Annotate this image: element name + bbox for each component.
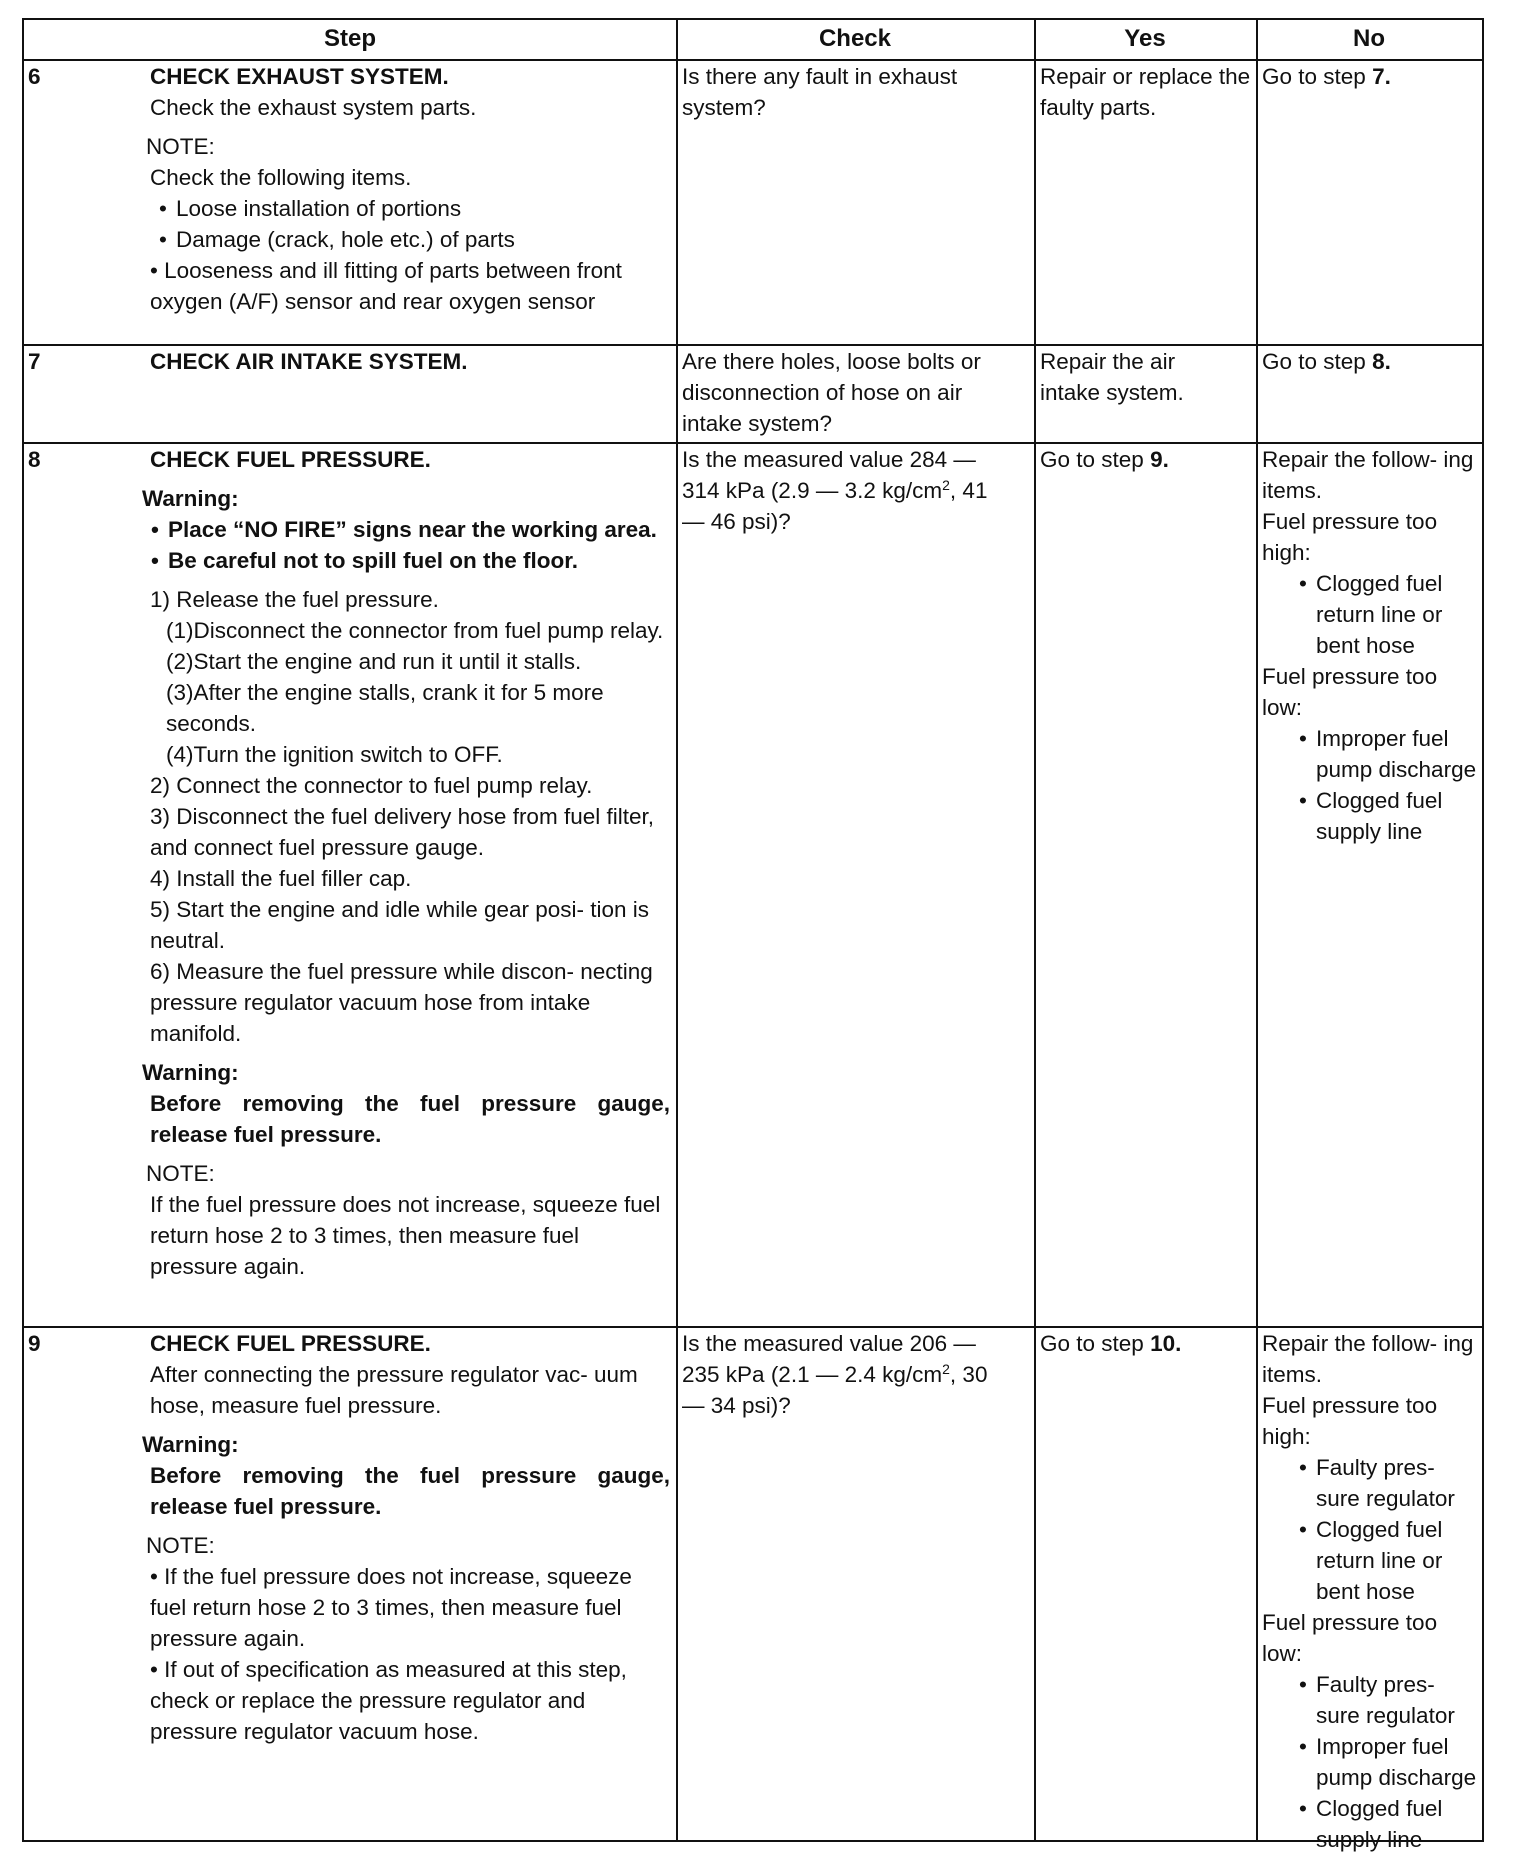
cause-item: • Clogged fuel supply line xyxy=(1262,785,1478,847)
yes-cell: Go to step 10. xyxy=(1040,1331,1182,1356)
procedure-step: 4) Install the fuel filler cap. xyxy=(150,866,412,891)
check-cell: Is the measured value 284 — 314 kPa (2.9 — 3.2 $kg/cm^2$, 41 — 46 psi)? xyxy=(682,447,988,534)
cause-item: • Clogged fuel return line or bent hose xyxy=(1262,568,1478,661)
no-cell: Repair the follow- ing items. Fuel pressure too high: • Faulty pres- sure regulator • Clogged fuel return line or bent hose Fuel pressure too low: • Faulty pres- sure regulator • Improper fuel pump discharge • Clogged fuel supply line xyxy=(1262,1328,1478,1855)
no-cell: Go to step 8. xyxy=(1262,349,1391,374)
note-item: • If the fuel pressure does not increase, squeeze fuel return hose 2 to 3 times, then measure fuel pressure again. xyxy=(150,1564,632,1651)
note-item: • Loose installation of portions xyxy=(150,193,670,224)
step-9-instructions xyxy=(142,1328,670,1747)
step-title: CHECK FUEL PRESSURE. xyxy=(150,447,431,472)
note-text: Check the following items. xyxy=(150,165,412,190)
step-title: CHECK FUEL PRESSURE. xyxy=(150,1331,431,1356)
procedure-substep: (2)Start the engine and run it until it stalls. xyxy=(166,649,582,674)
check-cell: Are there holes, loose bolts or disconnection of hose on air intake system? xyxy=(682,349,981,436)
step-title: CHECK AIR INTAKE SYSTEM. xyxy=(150,349,468,374)
step-intro: Check the exhaust system parts. xyxy=(150,95,477,120)
troubleshooting-table xyxy=(22,18,1484,1852)
procedure-substep: (1)Disconnect the connector from fuel pump relay. xyxy=(166,618,664,643)
column-divider xyxy=(676,20,678,1840)
procedure-step: 6) Measure the fuel pressure while discon- necting pressure regulator vacuum hose from intake manifold. xyxy=(150,959,653,1046)
header-step: Step xyxy=(323,25,376,52)
warning-label: Warning: xyxy=(142,486,239,511)
no-cell: Go to step 7. xyxy=(1262,64,1391,89)
cause-item: • Improper fuel pump discharge xyxy=(1262,723,1478,785)
procedure-step: 1) Release the fuel pressure. xyxy=(150,587,439,612)
cause-item: • Faulty pres- sure regulator xyxy=(1262,1452,1478,1514)
procedure-substep: (3)After the engine stalls, crank it for 5 more seconds. xyxy=(166,680,604,736)
note-label: NOTE: xyxy=(146,134,215,159)
step-8-instructions xyxy=(142,444,670,1282)
procedure-substep: (4)Turn the ignition switch to OFF. xyxy=(166,742,503,767)
step-number: 8 xyxy=(28,447,41,472)
header-yes: Yes xyxy=(1124,25,1166,52)
cause-item: • Clogged fuel return line or bent hose xyxy=(1262,1514,1478,1607)
cause-item: • Improper fuel pump discharge xyxy=(1262,1731,1478,1793)
procedure-step: 5) Start the engine and idle while gear posi- tion is neutral. xyxy=(150,897,650,953)
warning-text: Before removing the fuel pressure gauge, release fuel pressure. xyxy=(150,1091,670,1147)
step-6-instructions xyxy=(146,61,670,317)
warning-label: Warning: xyxy=(142,1432,239,1457)
note-item: • Damage (crack, hole etc.) of parts xyxy=(150,224,670,255)
yes-cell: Go to step 9. xyxy=(1040,447,1169,472)
step-number: 6 xyxy=(28,64,41,89)
step-number: 9 xyxy=(28,1331,41,1356)
step-intro: After connecting the pressure regulator vac- uum hose, measure fuel pressure. xyxy=(150,1362,638,1418)
note-item: • Looseness and ill fitting of parts between front oxygen (A/F) sensor and rear oxygen sensor xyxy=(150,258,622,314)
procedure-step: 3) Disconnect the fuel delivery hose from fuel filter, and connect fuel pressure gauge. xyxy=(150,804,654,860)
warning-item: • Be careful not to spill fuel on the floor. xyxy=(142,545,670,576)
note-item: • If out of specification as measured at this step, check or replace the pressure regulator and pressure regulator vacuum hose. xyxy=(150,1657,627,1744)
warning-text: Before removing the fuel pressure gauge, release fuel pressure. xyxy=(150,1463,670,1519)
note-label: NOTE: xyxy=(146,1161,215,1186)
column-divider xyxy=(1034,20,1036,1840)
note-label: NOTE: xyxy=(146,1533,215,1558)
yes-cell: Repair the air intake system. xyxy=(1040,349,1184,405)
yes-cell: Repair or replace the faulty parts. xyxy=(1040,64,1251,120)
step-number: 7 xyxy=(28,349,41,374)
cause-item: • Clogged fuel supply line xyxy=(1262,1793,1478,1855)
header-no: No xyxy=(1353,25,1385,52)
warning-item: • Place “NO FIRE” signs near the working area. xyxy=(142,514,670,545)
step-title: CHECK EXHAUST SYSTEM. xyxy=(150,64,449,89)
no-cell: Repair the follow- ing items. Fuel pressure too high: • Clogged fuel return line or bent hose Fuel pressure too low: • Improper fuel pump discharge • Clogged fuel supply line xyxy=(1262,444,1478,847)
column-divider xyxy=(1256,20,1258,1840)
check-cell: Is the measured value 206 — 235 kPa (2.1 — 2.4 $kg/cm^2$, 30 — 34 psi)? xyxy=(682,1331,988,1418)
warning-label: Warning: xyxy=(142,1060,239,1085)
header-check: Check xyxy=(818,25,892,52)
procedure-step: 2) Connect the connector to fuel pump relay. xyxy=(150,773,593,798)
check-cell: Is there any fault in exhaust system? xyxy=(682,64,958,120)
note-text: If the fuel pressure does not increase, squeeze fuel return hose 2 to 3 times, then measure fuel pressure again. xyxy=(150,1192,661,1279)
cause-item: • Faulty pres- sure regulator xyxy=(1262,1669,1478,1731)
